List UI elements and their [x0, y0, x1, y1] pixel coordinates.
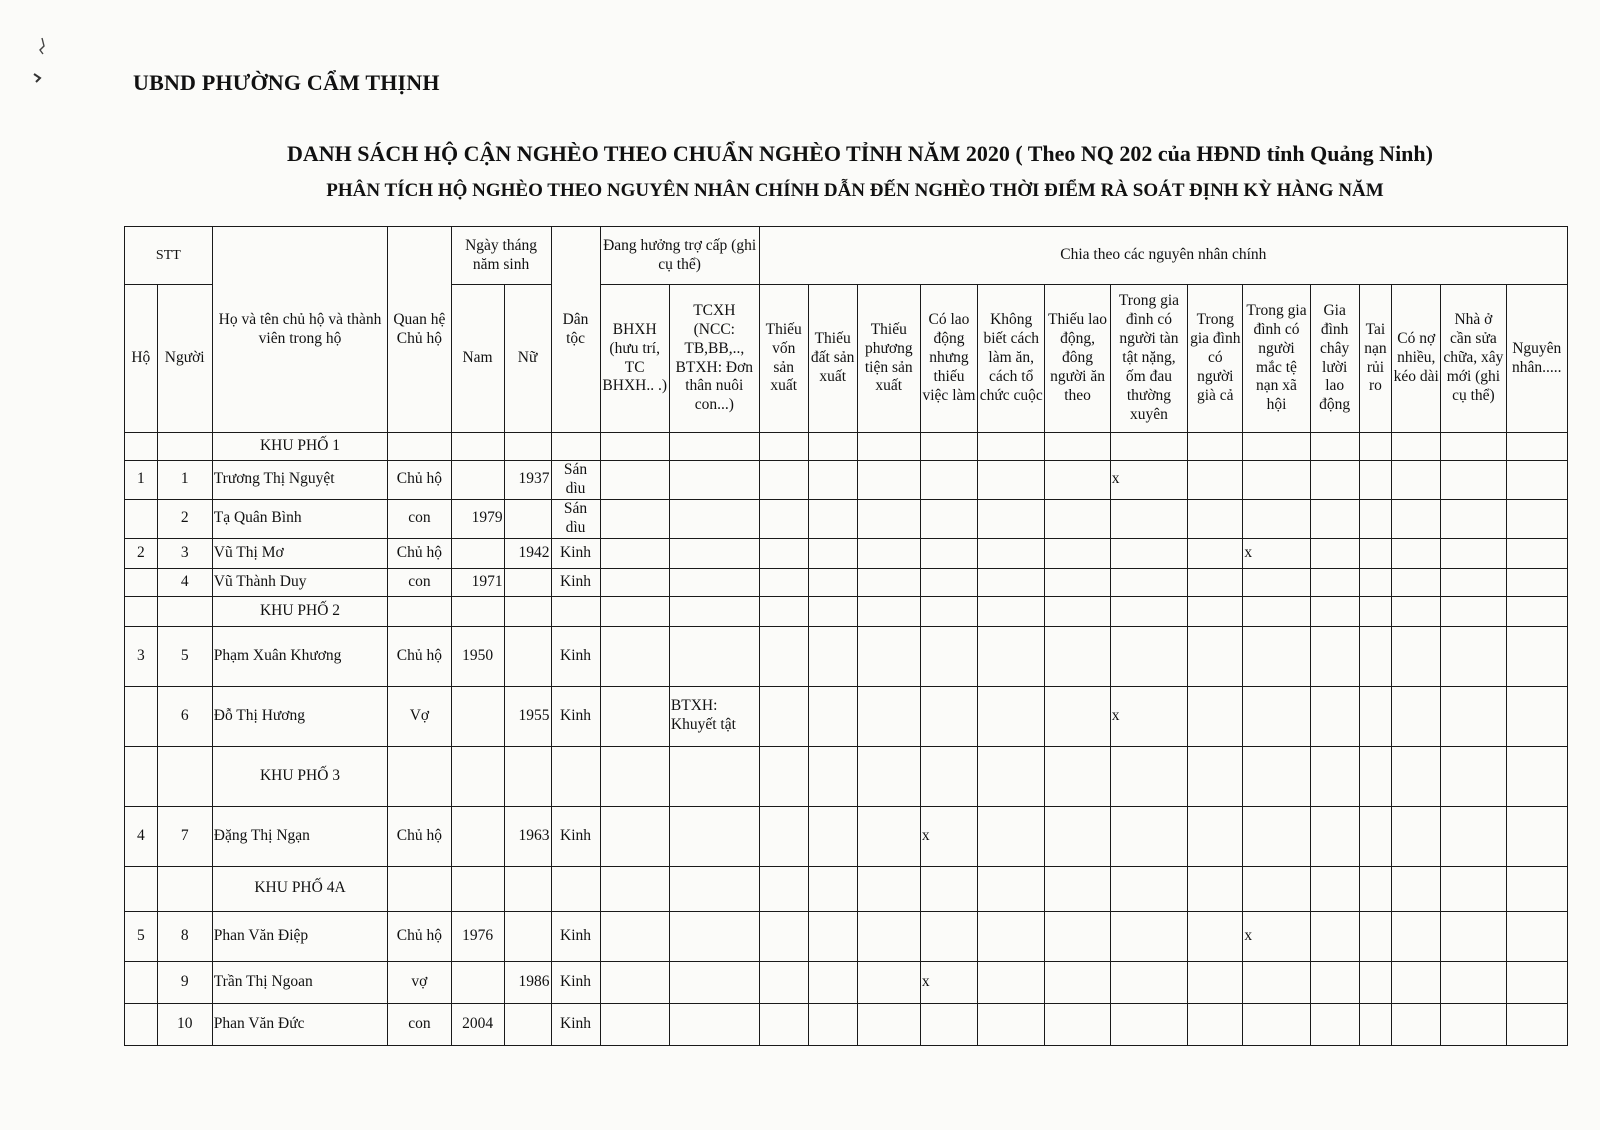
cell-bhxh	[600, 911, 669, 961]
cell-nu: 1937	[504, 461, 551, 500]
cell-name: Phan Văn Điệp	[212, 911, 388, 961]
cell-tcxh	[669, 626, 759, 686]
cell-nu: 1942	[504, 538, 551, 568]
cell-name: Phạm Xuân Khương	[212, 626, 388, 686]
header-cause-4: Không biết cách làm ăn, cách tổ chức cuộc	[978, 285, 1045, 433]
cell-ethnic: Kinh	[551, 686, 600, 746]
table-row	[125, 568, 1568, 596]
header-cause-13: Nguyên nhân.....	[1506, 285, 1567, 433]
cell-nguoi: 6	[157, 686, 212, 746]
cell-nu	[504, 499, 551, 538]
cell-nam: 1979	[451, 499, 504, 538]
cell-ethnic: Kinh	[551, 911, 600, 961]
cause-mark: x	[1110, 461, 1188, 500]
table-row	[125, 626, 1568, 686]
cell-nam: 1950	[451, 626, 504, 686]
cell-ho: 2	[125, 538, 158, 568]
document-title: DANH SÁCH HỘ CẬN NGHÈO THEO CHUẨN NGHÈO TỈNH NĂM 2020 ( Theo NQ 202 của HĐND tỉnh Quảng Ninh)	[287, 141, 1433, 166]
section-row	[125, 866, 1568, 911]
header-bhxh: BHXH (hưu trí, TC BHXH.. .)	[600, 285, 669, 433]
cell-nam	[451, 538, 504, 568]
header-cause-5: Thiếu lao động, đông người ăn theo	[1045, 285, 1110, 433]
table-row	[125, 911, 1568, 961]
cell-relation: Chủ hộ	[388, 538, 451, 568]
cell-name: Đặng Thị Ngạn	[212, 806, 388, 866]
cell-bhxh	[600, 538, 669, 568]
cell-ethnic: Kinh	[551, 1003, 600, 1045]
cell-tcxh	[669, 911, 759, 961]
header-relation: Quan hệ Chủ hộ	[388, 227, 451, 433]
cell-name: Trương Thị Nguyệt	[212, 461, 388, 500]
header-cause-12: Nhà ở cần sửa chữa, xây mới (ghi cụ thể)	[1441, 285, 1506, 433]
cell-nam	[451, 806, 504, 866]
header-cause-8: Trong gia đình có người mắc tệ nạn xã hội	[1243, 285, 1310, 433]
cell-bhxh	[600, 568, 669, 596]
table-row	[125, 499, 1568, 538]
cell-nguoi: 1	[157, 461, 212, 500]
cell-ho	[125, 568, 158, 596]
section-title: KHU PHỐ 3	[212, 746, 388, 806]
cell-ethnic: Kinh	[551, 538, 600, 568]
cell-relation: con	[388, 1003, 451, 1045]
header-cause-6: Trong gia đình có người tàn tật nặng, ốm đau thường xuyên	[1110, 285, 1188, 433]
header-subsidy: Đang hưởng trợ cấp (ghi cụ thể)	[600, 227, 759, 285]
cell-nguoi: 9	[157, 961, 212, 1003]
cell-bhxh	[600, 686, 669, 746]
cause-mark: x	[1243, 911, 1310, 961]
cell-nam	[451, 686, 504, 746]
cause-mark: x	[920, 806, 977, 866]
cell-bhxh	[600, 626, 669, 686]
cell-tcxh	[669, 961, 759, 1003]
cell-relation: vợ	[388, 961, 451, 1003]
cell-nu	[504, 911, 551, 961]
table-row	[125, 806, 1568, 866]
cell-nu	[504, 1003, 551, 1045]
cell-relation: con	[388, 499, 451, 538]
cell-bhxh	[600, 499, 669, 538]
cell-tcxh	[669, 806, 759, 866]
section-title: KHU PHỐ 2	[212, 596, 388, 626]
cell-ethnic: Kinh	[551, 568, 600, 596]
table-row	[125, 461, 1568, 500]
cause-mark: x	[1110, 686, 1188, 746]
header-cause-1: Thiếu đất sản xuất	[808, 285, 857, 433]
cell-ho	[125, 499, 158, 538]
cell-nam: 2004	[451, 1003, 504, 1045]
cell-nguoi: 8	[157, 911, 212, 961]
header-nam: Nam	[451, 285, 504, 433]
cell-bhxh	[600, 806, 669, 866]
section-title: KHU PHỐ 1	[212, 433, 388, 461]
cell-bhxh	[600, 461, 669, 500]
header-cause-2: Thiếu phương tiện sản xuất	[857, 285, 920, 433]
cell-relation: Vợ	[388, 686, 451, 746]
cause-mark: x	[920, 961, 977, 1003]
cell-nu	[504, 568, 551, 596]
cell-name: Đỗ Thị Hương	[212, 686, 388, 746]
header-cause-0: Thiếu vốn sản xuất	[759, 285, 808, 433]
cell-bhxh	[600, 1003, 669, 1045]
cell-relation: Chủ hộ	[388, 461, 451, 500]
table-row	[125, 961, 1568, 1003]
cell-nguoi: 7	[157, 806, 212, 866]
cell-tcxh	[669, 499, 759, 538]
scan-artifact-mark	[20, 30, 50, 90]
cell-nguoi: 2	[157, 499, 212, 538]
cell-ho	[125, 961, 158, 1003]
document-subtitle: PHÂN TÍCH HỘ NGHÈO THEO NGUYÊN NHÂN CHÍNH DẪN ĐẾN NGHÈO THỜI ĐIỂM RÀ SOÁT ĐỊNH KỲ HÀNG NĂM	[326, 180, 1384, 201]
header-tcxh: TCXH (NCC: TB,BB,.., BTXH: Đơn thân nuôi con...)	[669, 285, 759, 433]
header-ethnic: Dân tộc	[551, 227, 600, 433]
cell-relation: Chủ hộ	[388, 626, 451, 686]
header-cause-11: Có nợ nhiều, kéo dài	[1392, 285, 1441, 433]
cell-nguoi: 10	[157, 1003, 212, 1045]
cell-nu	[504, 626, 551, 686]
cell-name: Vũ Thành Duy	[212, 568, 388, 596]
header-nu: Nữ	[504, 285, 551, 433]
cell-tcxh	[669, 538, 759, 568]
header-ho: Hộ	[125, 285, 158, 433]
cell-nguoi: 3	[157, 538, 212, 568]
cell-tcxh	[669, 1003, 759, 1045]
cell-ho	[125, 686, 158, 746]
cell-ethnic: Kinh	[551, 806, 600, 866]
cell-ho	[125, 1003, 158, 1045]
cell-relation: Chủ hộ	[388, 806, 451, 866]
cell-ethnic: Kinh	[551, 626, 600, 686]
cell-ethnic: Sán dìu	[551, 461, 600, 500]
cell-bhxh	[600, 961, 669, 1003]
cell-nam	[451, 961, 504, 1003]
cause-mark: x	[1243, 538, 1310, 568]
header-cause-9: Gia đình chây lười lao động	[1310, 285, 1359, 433]
section-row	[125, 746, 1568, 806]
section-row	[125, 596, 1568, 626]
table-row	[125, 1003, 1568, 1045]
header-cause-3: Có lao động nhưng thiếu việc làm	[920, 285, 977, 433]
cell-nu: 1955	[504, 686, 551, 746]
header-nguoi: Người	[157, 285, 212, 433]
cell-nu: 1986	[504, 961, 551, 1003]
header-stt: STT	[125, 227, 213, 285]
cell-ho: 5	[125, 911, 158, 961]
cell-nam: 1971	[451, 568, 504, 596]
cell-name: Phan Văn Đức	[212, 1003, 388, 1045]
cell-nguoi: 4	[157, 568, 212, 596]
cell-tcxh	[669, 568, 759, 596]
cell-name: Trần Thị Ngoan	[212, 961, 388, 1003]
cell-nguoi: 5	[157, 626, 212, 686]
cell-name: Tạ Quân Bình	[212, 499, 388, 538]
header-causes: Chia theo các nguyên nhân chính	[759, 227, 1567, 285]
header-cause-7: Trong gia đình có người già cả	[1188, 285, 1243, 433]
header-cause-10: Tai nạn rủi ro	[1359, 285, 1392, 433]
cell-relation: con	[388, 568, 451, 596]
cell-ho: 3	[125, 626, 158, 686]
cell-nam	[451, 461, 504, 500]
cell-ho: 1	[125, 461, 158, 500]
cell-relation: Chủ hộ	[388, 911, 451, 961]
cell-tcxh: BTXH: Khuyết tật	[669, 686, 759, 746]
organization-name: UBND PHƯỜNG CẨM THỊNH	[133, 70, 440, 95]
poverty-household-table	[124, 226, 1568, 1046]
cell-tcxh	[669, 461, 759, 500]
section-title: KHU PHỐ 4A	[212, 866, 388, 911]
header-dob: Ngày tháng năm sinh	[451, 227, 551, 285]
table-row	[125, 538, 1568, 568]
cell-name: Vũ Thị Mơ	[212, 538, 388, 568]
cell-nam: 1976	[451, 911, 504, 961]
header-name: Họ và tên chủ hộ và thành viên trong hộ	[212, 227, 388, 433]
cell-ethnic: Kinh	[551, 961, 600, 1003]
cell-ethnic: Sán dìu	[551, 499, 600, 538]
table-row	[125, 686, 1568, 746]
cell-ho: 4	[125, 806, 158, 866]
cell-nu: 1963	[504, 806, 551, 866]
section-row	[125, 433, 1568, 461]
